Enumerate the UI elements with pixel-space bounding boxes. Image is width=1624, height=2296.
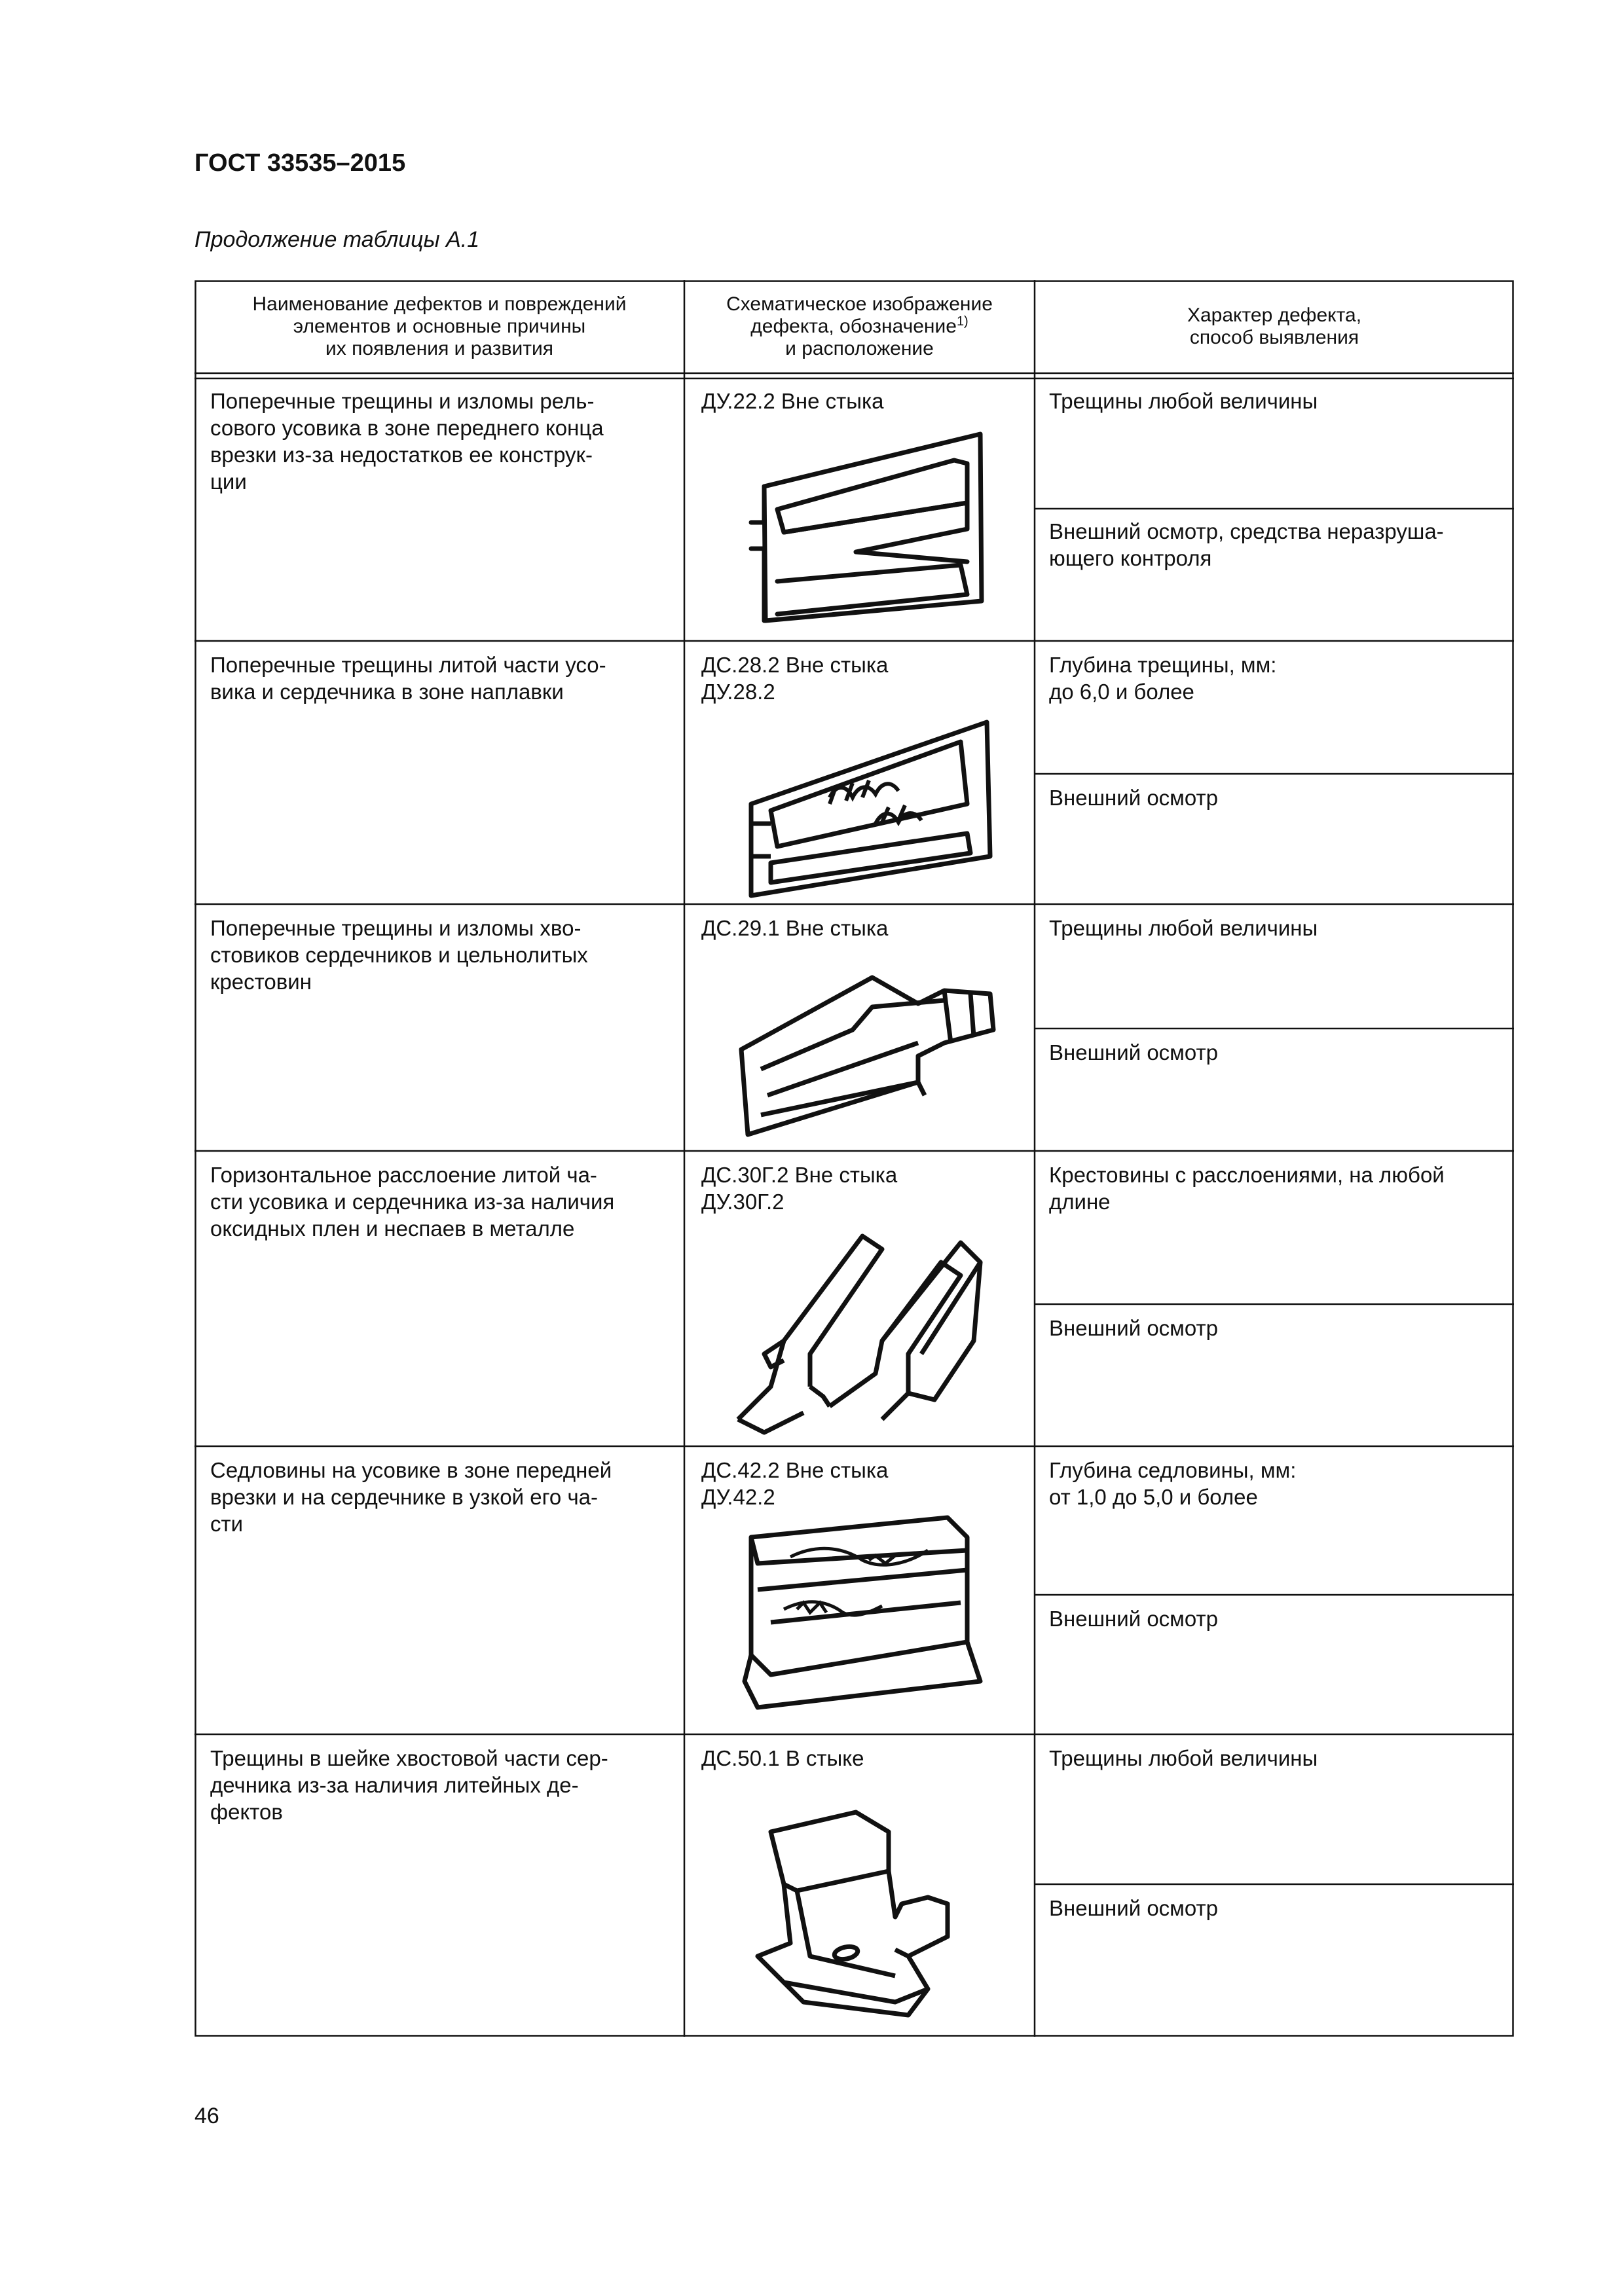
document-code: ГОСТ 33535–2015 — [194, 149, 406, 177]
row-6-detection — [1035, 1886, 1514, 1922]
row-3-code — [684, 905, 1035, 941]
text-line: ДС.28.2 Вне стыка — [701, 653, 889, 677]
text-line: Поперечные трещины и изломы рель- — [210, 389, 595, 413]
row-4-detection — [1035, 1305, 1514, 1341]
text-line: ДС.50.1 В стыке — [701, 1746, 864, 1770]
text-line: фектов — [210, 1800, 283, 1824]
text-line: Внешний осмотр — [1049, 1316, 1218, 1340]
text-line: Трещины в шейке хвостовой части сер- — [210, 1746, 608, 1770]
row-1-detection — [1035, 509, 1514, 572]
text-line: ДС.42.2 Вне стыка — [701, 1458, 889, 1482]
row-3-character — [1035, 905, 1514, 941]
row-6-code — [684, 1736, 1035, 1772]
row-5-character — [1035, 1448, 1514, 1510]
header-text: дефекта, обозначение — [750, 316, 957, 337]
header-line: их появления и развития — [325, 338, 553, 359]
defect-sketch-ds-29-1 — [722, 964, 1016, 1148]
text-line: ДУ.42.2 — [701, 1485, 775, 1509]
header-line: способ выявления — [1189, 327, 1359, 348]
row-1-description — [194, 378, 684, 495]
header-line — [750, 316, 968, 338]
table-continuation-caption: Продолжение таблицы А.1 — [194, 227, 480, 252]
text-line: ДУ.22.2 Вне стыка — [701, 389, 884, 413]
header-line: и расположение — [785, 338, 934, 359]
defect-sketch-ds-42-2 — [731, 1511, 1006, 1721]
defect-sketch-ds-30g-2 — [725, 1223, 1006, 1439]
text-line: от 1,0 до 5,0 и более — [1049, 1485, 1258, 1509]
text-line: длине — [1049, 1190, 1111, 1214]
header-line: Характер дефекта, — [1187, 304, 1362, 326]
header-line: Наименование дефектов и повреждений — [252, 293, 627, 315]
header-line: элементов и основные причины — [293, 316, 586, 337]
header-schematic — [684, 280, 1035, 373]
defect-sketch-ds-28-2 — [731, 712, 1006, 902]
text-line: Горизонтальное расслоение литой ча- — [210, 1163, 597, 1187]
text-line: Внешний осмотр — [1049, 1040, 1218, 1065]
defects-table — [194, 280, 1514, 2037]
text-line: Внешний осмотр, средства неразруша- — [1049, 519, 1444, 543]
text-line: Внешний осмотр — [1049, 1607, 1218, 1631]
text-line: вика и сердечника в зоне наплавки — [210, 680, 564, 704]
text-line: Трещины любой величины — [1049, 916, 1318, 940]
text-line: Глубина трещины, мм: — [1049, 653, 1277, 677]
row-2-detection — [1035, 775, 1514, 811]
text-line: Внешний осмотр — [1049, 1896, 1218, 1920]
text-line: ющего контроля — [1049, 546, 1212, 570]
text-line: стовиков сердечников и цельнолитых — [210, 943, 588, 967]
header-defect-name — [194, 280, 684, 373]
row-5-detection — [1035, 1596, 1514, 1632]
row-1-code — [684, 378, 1035, 414]
row-5-code — [684, 1448, 1035, 1510]
row-2-code — [684, 642, 1035, 705]
row-3-description — [194, 905, 684, 995]
row-6-description — [194, 1736, 684, 1825]
text-line: Поперечные трещины и изломы хво- — [210, 916, 581, 940]
row-2-character — [1035, 642, 1514, 705]
header-character — [1035, 280, 1514, 373]
text-line: сового усовика в зоне переднего конца — [210, 416, 604, 440]
text-line: ДУ.28.2 — [701, 680, 775, 704]
text-line: Трещины любой величины — [1049, 1746, 1318, 1770]
defect-sketch-du-22-2 — [738, 424, 1000, 634]
row-6-character — [1035, 1736, 1514, 1772]
defect-sketch-ds-50-1 — [731, 1806, 1006, 2022]
text-line: врезки и на сердечнике в узкой его ча- — [210, 1485, 598, 1509]
row-1-character — [1035, 378, 1514, 414]
text-line: сти — [210, 1512, 244, 1536]
text-line: Трещины любой величины — [1049, 389, 1318, 413]
row-3-detection — [1035, 1030, 1514, 1066]
text-line: ДС.30Г.2 Вне стыка — [701, 1163, 898, 1187]
text-line: сти усовика и сердечника из-за наличия — [210, 1190, 615, 1214]
row-2-description — [194, 642, 684, 705]
header-line: Схематическое изображение — [726, 293, 993, 315]
page-number: 46 — [194, 2104, 219, 2128]
text-line: ции — [210, 469, 247, 494]
text-line: оксидных плен и неспаев в металле — [210, 1216, 575, 1241]
text-line: дечника из-за наличия литейных де- — [210, 1773, 579, 1797]
text-line: Крестовины с расслоениями, на любой — [1049, 1163, 1445, 1187]
text-line: до 6,0 и более — [1049, 680, 1194, 704]
row-4-description — [194, 1152, 684, 1242]
text-line: Глубина седловины, мм: — [1049, 1458, 1297, 1482]
footnote-mark: 1) — [956, 314, 969, 329]
row-5-description — [194, 1448, 684, 1537]
text-line: Поперечные трещины литой части усо- — [210, 653, 606, 677]
row-4-code — [684, 1152, 1035, 1215]
text-line: крестовин — [210, 970, 312, 994]
text-line: Седловины на усовике в зоне передней — [210, 1458, 612, 1482]
text-line: Внешний осмотр — [1049, 786, 1218, 810]
text-line: ДС.29.1 Вне стыка — [701, 916, 889, 940]
text-line: врезки из-за недостатков ее конструк- — [210, 443, 593, 467]
text-line: ДУ.30Г.2 — [701, 1190, 784, 1214]
row-4-character — [1035, 1152, 1514, 1215]
